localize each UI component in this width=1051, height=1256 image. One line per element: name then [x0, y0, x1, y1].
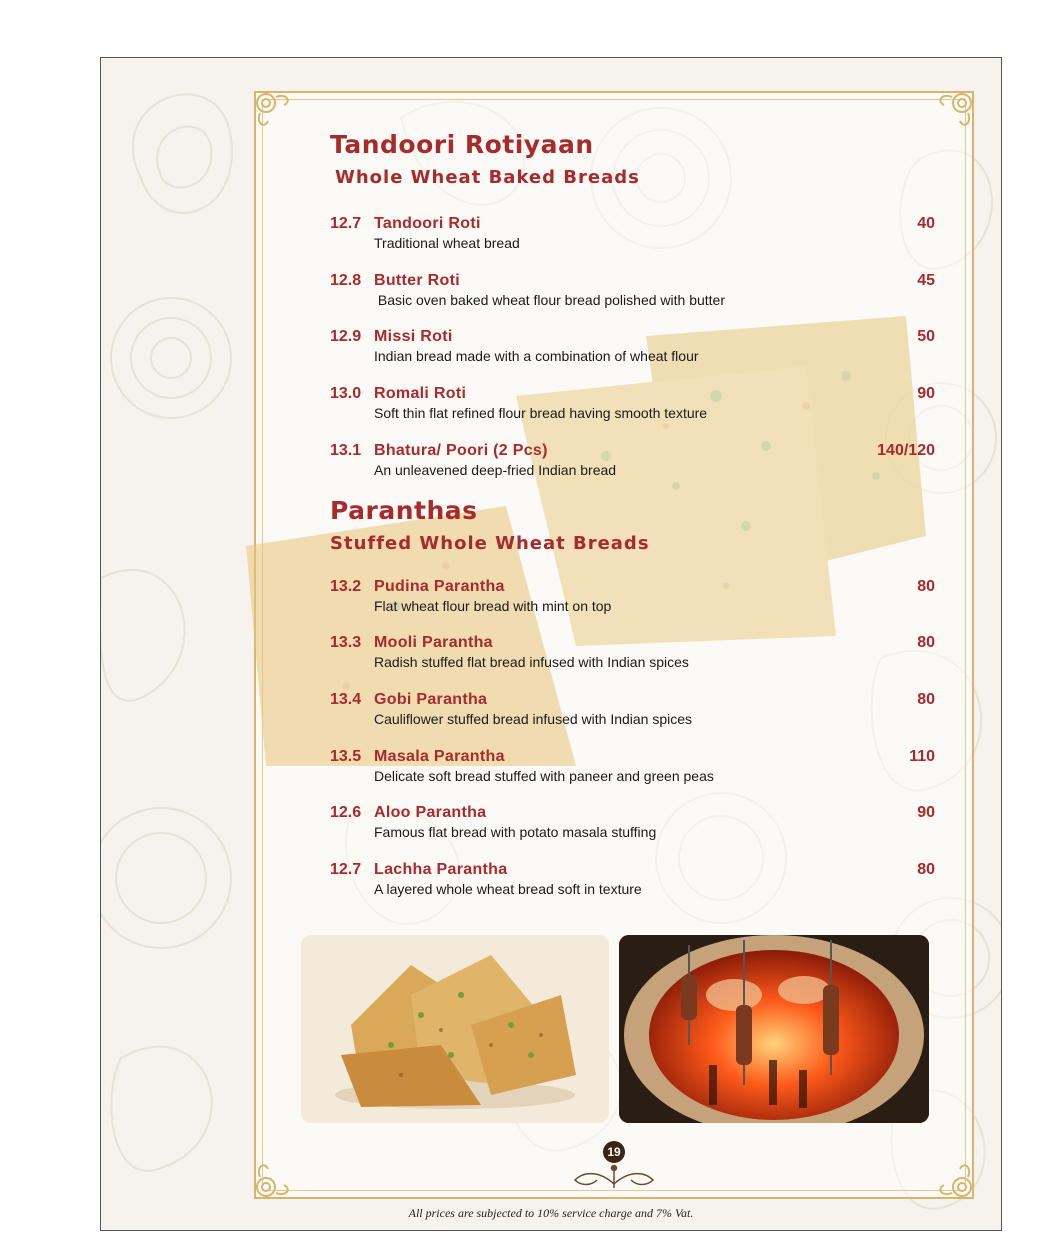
item-price: 140/120: [877, 442, 935, 459]
item-description: Indian bread made with a combination of wheat flour: [374, 348, 699, 364]
item-description: A layered whole wheat bread soft in texture: [374, 881, 642, 897]
menu-item: [330, 691, 935, 737]
tandoor-oven-photo: [619, 935, 929, 1123]
item-description: Basic oven baked wheat flour bread polished with butter: [374, 292, 725, 308]
item-price: 50: [917, 328, 935, 345]
item-name: Tandoori Roti: [374, 215, 481, 232]
item-price: 80: [917, 861, 935, 878]
menu-item: [330, 748, 935, 794]
item-number: 13.3: [330, 634, 362, 651]
item-number: 13.5: [330, 748, 362, 765]
menu-item: [330, 578, 935, 624]
corner-ornament-icon: [254, 91, 294, 131]
item-name: Masala Parantha: [374, 748, 505, 765]
item-description: Delicate soft bread stuffed with paneer and green peas: [374, 768, 714, 784]
menu-item: [330, 272, 935, 318]
page-number-badge: 19: [603, 1141, 625, 1163]
menu-item: [330, 634, 935, 680]
section-title-tandoori: Tandoori Rotiyaan: [330, 130, 594, 159]
menu-item: [330, 804, 935, 850]
item-price: 45: [917, 272, 935, 289]
item-description: An unleavened deep-fried Indian bread: [374, 462, 617, 478]
menu-item: [330, 385, 935, 431]
item-description: Cauliflower stuffed bread infused with Indian spices: [374, 711, 693, 727]
item-price: 90: [917, 804, 935, 821]
menu-item: [330, 328, 935, 374]
paranthas-photo: [301, 935, 609, 1123]
menu-item: [330, 442, 935, 488]
item-description: Famous flat bread with potato masala stuffing: [374, 824, 657, 840]
footer-price-note: All prices are subjected to 10% service charge and 7% Vat.: [408, 1206, 694, 1220]
item-name: Butter Roti: [374, 272, 460, 289]
item-number: 13.0: [330, 385, 362, 402]
item-price: 80: [917, 691, 935, 708]
item-name: Romali Roti: [374, 385, 467, 402]
item-number: 12.7: [330, 861, 362, 878]
item-price: 40: [917, 215, 935, 232]
item-name: Aloo Parantha: [374, 804, 487, 821]
item-description: Flat wheat flour bread with mint on top: [374, 598, 612, 614]
item-number: 12.9: [330, 328, 362, 345]
menu-page: [100, 57, 1002, 1231]
corner-ornament-icon: [934, 91, 974, 131]
item-description: Radish stuffed flat bread infused with Indian spices: [374, 654, 689, 670]
item-price: 90: [917, 385, 935, 402]
item-price: 80: [917, 578, 935, 595]
section-title-paranthas: Paranthas: [330, 496, 478, 525]
item-name: Bhatura/ Poori (2 Pcs): [374, 442, 548, 459]
item-number: 12.8: [330, 272, 362, 289]
corner-ornament-icon: [254, 1159, 294, 1199]
item-name: Mooli Parantha: [374, 634, 493, 651]
item-number: 13.4: [330, 691, 362, 708]
item-name: Pudina Parantha: [374, 578, 505, 595]
item-price: 80: [917, 634, 935, 651]
section-subtitle-tandoori: Whole Wheat Baked Breads: [335, 167, 640, 188]
item-number: 13.1: [330, 442, 362, 459]
menu-item: [330, 215, 935, 261]
item-number: 12.7: [330, 215, 362, 232]
item-description: Soft thin flat refined flour bread having smooth texture: [374, 405, 708, 421]
item-name: Gobi Parantha: [374, 691, 488, 708]
menu-item: [330, 861, 935, 907]
item-number: 12.6: [330, 804, 362, 821]
item-description: Traditional wheat bread: [374, 235, 520, 251]
item-name: Missi Roti: [374, 328, 453, 345]
section-subtitle-paranthas: Stuffed Whole Wheat Breads: [330, 533, 650, 554]
item-name: Lachha Parantha: [374, 861, 508, 878]
item-number: 13.2: [330, 578, 362, 595]
flourish-ornament-icon: [571, 1162, 657, 1192]
corner-ornament-icon: [934, 1159, 974, 1199]
item-price: 110: [909, 748, 935, 765]
